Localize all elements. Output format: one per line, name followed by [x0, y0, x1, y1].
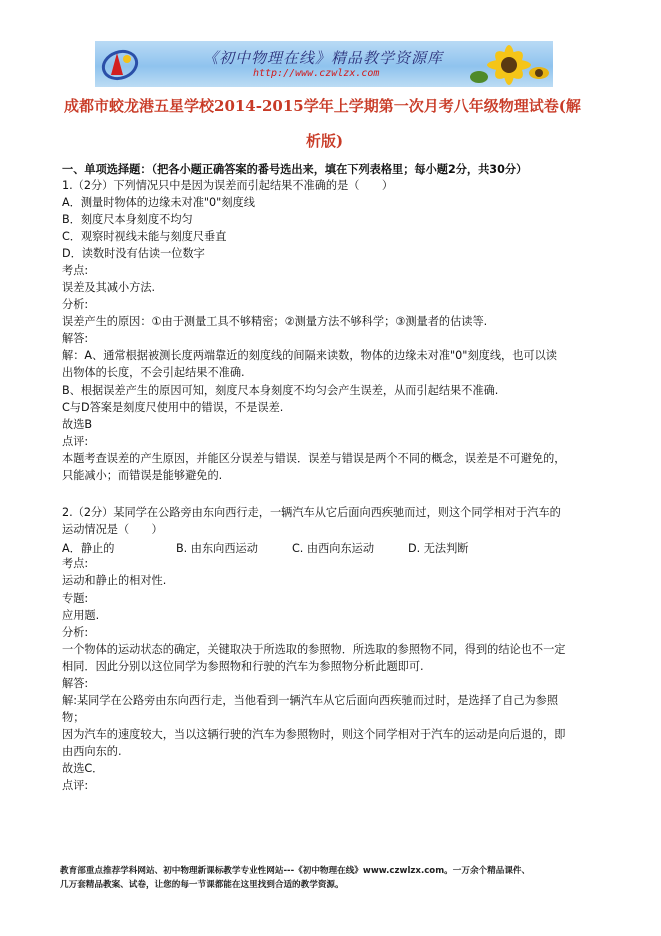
q1-option-b: B．刻度尺本身刻度不均匀 — [62, 213, 193, 226]
footer-line: 教育部重点推荐学科网站、初中物理新课标教学专业性网站---《初中物理在线》www.czwlzx.com。一万余个精品课件、 — [60, 866, 531, 876]
q2-option-d: D. 无法判断 — [408, 542, 469, 555]
q2-stem: 2.（2分）某同学在公路旁由东向西行走，一辆汽车从它后面向西疾驰而过，则这个同学相对于汽车的 — [62, 506, 561, 519]
q2-zhuanti-label: 专题: — [62, 592, 89, 605]
q1-dianping-line: 本题考查误差的产生原因，并能区分误差与错误．误差与错误是两个不同的概念，误差是不可避免的， — [62, 452, 566, 465]
q2-jieda-label: 解答: — [62, 677, 89, 690]
site-logo-icon — [101, 45, 139, 83]
page-footer — [60, 864, 620, 892]
q2-jieda-line: 解:某同学在公路旁由东向西行走，当他看到一辆汽车从它后面向西疾驰而过时，是选择了自己为参照 — [62, 694, 559, 707]
q1-jieda-label: 解答: — [62, 332, 89, 345]
q1-kaodian-label: 考点: — [62, 264, 89, 277]
banner-url: http://www.czwlzx.com — [253, 68, 380, 79]
q1-jieda-line: C与D答案是刻度尺使用中的错误，不是误差. — [62, 401, 284, 414]
site-banner — [95, 41, 553, 87]
q1-option-d: D．读数时没有估读一位数字 — [62, 247, 205, 260]
q2-stem-continued: 运动情况是（ ） — [62, 523, 163, 536]
q1-answer: 故选B — [62, 418, 93, 431]
q2-jieda-line: 物； — [62, 711, 85, 724]
sunflower-image — [469, 43, 549, 87]
section-heading: 一、单项选择题：（把各小题正确答案的番号选出来，填在下列表格里；每小题2分，共30分） — [62, 163, 528, 176]
q1-jieda-line: 解：A、通常根据被测长度两端靠近的刻度线的间隔来读数，物体的边缘未对准"0"刻度线，也可以读 — [62, 349, 557, 362]
q2-option-c: C. 由西向东运动 — [292, 542, 375, 555]
footer-line: 几万套精品教案、试卷，让您的每一节课都能在这里找到合适的教学资源。 — [60, 880, 344, 890]
q1-fenxi: 误差产生的原因：①由于测量工具不够精密；②测量方法不够科学；③测量者的估读等. — [62, 315, 488, 328]
q2-option-b: B. 由东向西运动 — [176, 542, 258, 555]
q1-jieda-line: B、根据误差产生的原因可知，刻度尺本身刻度不均匀会产生误差，从而引起结果不准确. — [62, 384, 499, 397]
q2-jieda-line: 由西向东的. — [62, 745, 122, 758]
q2-jieda-line: 因为汽车的速度较大，当以这辆行驶的汽车为参照物时，则这个同学相对于汽车的运动是向后退的，即 — [62, 728, 566, 741]
q2-fenxi-line: 相同．因此分别以这位同学为参照物和行驶的汽车为参照物分析此题即可. — [62, 660, 424, 673]
q2-fenxi-line: 一个物体的运动状态的确定，关键取决于所选取的参照物．所选取的参照物不同，得到的结论也不一定 — [62, 643, 566, 656]
document-title: 成都市蛟龙港五星学校2014-2015学年上学期第一次月考八年级物理试卷(解 — [64, 97, 581, 115]
q1-option-c: C．观察时视线未能与刻度尺垂直 — [62, 230, 227, 243]
q1-stem: 1.（2分）下列情况只中是因为误差而引起结果不准确的是（ ） — [62, 179, 394, 192]
q2-dianping-label: 点评: — [62, 779, 89, 792]
q1-jieda-line: 出物体的长度，不会引起结果不准确. — [62, 366, 245, 379]
q2-option-a: A．静止的 — [62, 542, 115, 555]
q2-kaodian: 运动和静止的相对性. — [62, 574, 167, 587]
q1-dianping-line: 只能减小；而错误是能够避免的. — [62, 469, 223, 482]
q1-option-a: A．测量时物体的边缘未对准"0"刻度线 — [62, 196, 255, 209]
q1-kaodian: 误差及其减小方法. — [62, 281, 156, 294]
q2-kaodian-label: 考点: — [62, 557, 89, 570]
q2-fenxi-label: 分析: — [62, 626, 89, 639]
banner-title: 《初中物理在线》精品教学资源库 — [203, 49, 444, 67]
q1-dianping-label: 点评: — [62, 435, 89, 448]
document-title-continued: 析版) — [306, 132, 344, 150]
q2-answer: 故选C． — [62, 762, 104, 775]
q2-zhuanti: 应用题. — [62, 609, 100, 622]
q1-fenxi-label: 分析: — [62, 298, 89, 311]
